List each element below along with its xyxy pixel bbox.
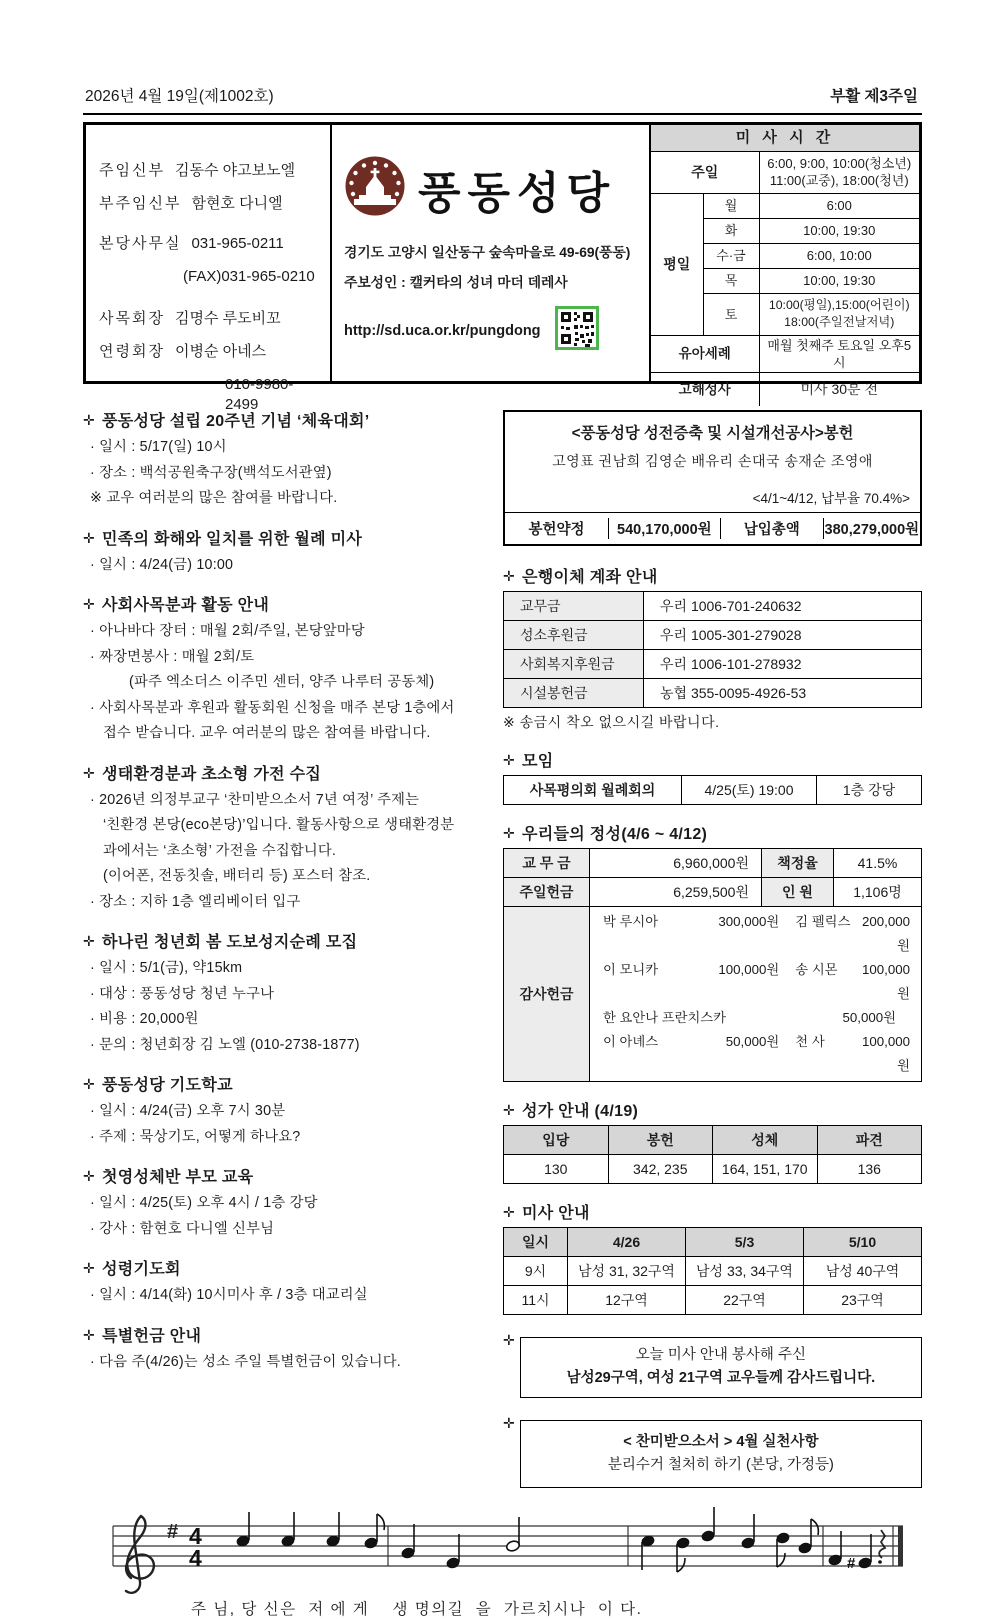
cross-icon: ✛ xyxy=(503,1415,515,1431)
sunday-label: 주일 xyxy=(651,151,759,193)
cross-icon: ✛ xyxy=(83,1260,96,1276)
section-social-ministry: ✛ 사회사목분과 활동 안내 · 아나바다 장터 : 매월 2회/주일, 본당앞마당 · 짜장면봉사 : 매월 2회/토 (파주 엑소더스 이주민 센터, 양주 나루터 공동체) · 사회사목분과 후원과 활동회원 신청을 매주 본당 1층에서 접수 받습니다. 교우 여러분의 많은 참여를 바랍니다. xyxy=(83,592,486,747)
liturgical-title: 부활 제3주일 xyxy=(830,88,918,105)
top-header xyxy=(83,84,922,115)
section-title: 풍동성당 설립 20주년 기념 ‘체육대회’ xyxy=(102,413,370,430)
section-monthly-mass: ✛ 민족의 화해와 일치를 위한 월례 미사 · 일시 : 4/24(금) 10:00 xyxy=(83,526,486,579)
section-prayer-school: ✛ 풍동성당 기도학교 · 일시 : 4/24(금) 오후 7시 30분 · 주제 : 묵상기도, 어떻게 하나요? xyxy=(83,1072,486,1150)
cross-icon: ✛ xyxy=(503,1332,515,1348)
contact-row: (FAX)031-965-0210 xyxy=(183,268,315,285)
hymns-title: 성가 안내 (4/19) xyxy=(522,1103,639,1120)
church-logo-icon xyxy=(344,155,406,222)
bank-accounts-table: 교무금 우리 1006-701-240632 성소후원금 우리 1005-301-279028 사회복지후원금 우리 1006-101-278932 시설봉헌금 농협 355-0095-4926-53 xyxy=(503,591,922,708)
section-title: 민족의 화해와 일치를 위한 월례 미사 xyxy=(102,530,363,548)
hymn-score xyxy=(83,1508,922,1619)
section-title: 풍동성당 기도학교 xyxy=(102,1077,233,1094)
contact-column xyxy=(86,125,332,413)
contact-row: 주임신부 김동수 야고보노엘 xyxy=(99,162,296,179)
donor-names: 고영표 권남희 김영순 배유리 손대국 송재순 조영애 xyxy=(552,453,873,469)
music-staff-icon xyxy=(83,1508,922,1604)
donation-amount-row: 봉헌약정 540,170,000원 납입총액 380,279,000원 xyxy=(505,512,920,544)
svg-text:4: 4 xyxy=(189,1545,202,1571)
section-first-communion-parents: ✛ 첫영성체반 부모 교육 · 일시 : 4/25(토) 오후 4시 / 1층 강당 · 강사 : 함현호 다니엘 신부님 xyxy=(83,1164,486,1242)
cross-icon: ✛ xyxy=(83,529,96,546)
mass-times-title: 미 사 시 간 xyxy=(651,125,919,151)
sunday-times: 6:00, 9:00, 10:00(청소년) 11:00(교중), 18:00(청년) xyxy=(759,151,919,193)
patron-saint: 주보성인 : 캘커타의 성녀 마더 데레사 xyxy=(344,275,568,290)
cross-icon: ✛ xyxy=(83,1168,96,1184)
church-address: 경기도 고양시 일산동구 숲속마을로 49-69(풍동) xyxy=(344,245,631,260)
section-sports-day: ✛ 풍동성당 설립 20주년 기념 ‘체육대회’ · 일시 : 5/17(일) 10시 · 장소 : 백석공원축구장(백석도서관옆) ※ 교우 여러분의 많은 참여를 바랍니다. xyxy=(83,408,486,512)
cross-icon: ✛ xyxy=(83,412,96,428)
cross-icon: ✛ xyxy=(83,596,96,612)
cross-icon: ✛ xyxy=(83,933,96,949)
donation-period: <4/1~4/12, 납부율 70.4%> xyxy=(752,491,910,506)
section-holy-spirit-prayer: ✛ 성령기도회 · 일시 : 4/14(화) 10시미사 후 / 3층 대교리실 xyxy=(83,1256,486,1309)
hymn-lyrics: 주 님, 당 신은 저 에 게 생 명의길 을 가르치시나 이 다. xyxy=(191,1601,643,1618)
thanks-notice: ✛ 오늘 미사 안내 봉사해 주신 남성29구역, 여성 21구역 교우들께 감사드립니다. xyxy=(503,1337,922,1398)
website-url: http://sd.uca.or.kr/pungdong xyxy=(344,322,541,339)
contact-row: 본당사무실 031-965-0211 xyxy=(99,235,284,252)
hymns-table: 입당 봉헌 성체 파견 130 342, 235 164, 151, 170 136 xyxy=(503,1125,922,1184)
thanks-label: 감사헌금 xyxy=(504,907,590,1082)
donation-title: <풍동성당 성전증축 및 시설개선공사>봉헌 xyxy=(571,425,854,442)
cross-icon: ✛ xyxy=(503,568,516,584)
contact-row: 010-9980-2499 xyxy=(225,376,294,413)
svg-text:4: 4 xyxy=(189,1523,202,1549)
section-eco-collection: ✛ 생태환경분과 초소형 가전 수집 · 2026년 의정부교구 ‘찬미받으소서 7년 여정’ 주제는 ‘친환경 본당(eco본당)’입니다. 활동사항으로 생태환경분 과에서는 ‘초소형’ 가전을 수집합니다. (이어폰, 전동칫솔, 배터리 등) 포스터 참조. · 장소 : 지하 1층 엘리베이터 입구 xyxy=(83,761,486,916)
bank-title: 은행이체 계좌 안내 xyxy=(522,569,658,586)
contact-row: 부주임신부 함현호 다니엘 xyxy=(99,195,283,212)
right-column xyxy=(503,394,922,1488)
church-name: 풍동성당 xyxy=(418,168,617,218)
thanks-donors: 박 루시아 300,000원 김 펠릭스 200,000원 이 모니카 100,000원 송 시몬 100,000원 한 요안나 프란치스카 50,000원 이 아녜스 50,000원 천 사 100,000원 xyxy=(590,907,922,1082)
mass-times-column xyxy=(651,125,919,397)
section-youth-pilgrimage: ✛ 하나린 청년회 봄 도보성지순례 모집 · 일시 : 5/1(금), 약15km · 대상 : 풍동성당 청년 누구나 · 비용 : 20,000원 · 문의 : 청년회장 김 노엘 (010-2738-1877) xyxy=(83,929,486,1058)
laudato-si-notice: ✛ < 찬미받으소서 > 4월 실천사항 분리수거 철처히 하기 (본당, 가정등) xyxy=(503,1420,922,1488)
mass-guide-table: 일시 4/26 5/3 5/10 9시 남성 31, 32구역 남성 33, 34구역 남성 40구역 11시 12구역 22구역 23구역 xyxy=(503,1227,922,1315)
section-title: 특별헌금 안내 xyxy=(102,1327,202,1345)
meeting-table: 사목평의회 월례회의 4/25(토) 19:00 1층 강당 xyxy=(503,775,922,805)
church-identity-column xyxy=(332,125,651,381)
svg-text:#: # xyxy=(167,1521,179,1543)
g-clef-icon xyxy=(126,1516,154,1593)
cross-icon: ✛ xyxy=(503,1102,516,1118)
section-title: 첫영성체반 부모 교육 xyxy=(102,1169,254,1186)
mass-guide-title: 미사 안내 xyxy=(522,1205,590,1222)
meeting-title: 모임 xyxy=(522,753,554,770)
cross-icon: ✛ xyxy=(503,1204,516,1220)
svg-text:#: # xyxy=(847,1555,856,1572)
contact-row: 연령회장 이병순 아네스 xyxy=(99,343,267,360)
cross-icon: ✛ xyxy=(83,764,96,781)
offering-title: 우리들의 정성(4/6 ~ 4/12) xyxy=(522,826,708,843)
cross-icon: ✛ xyxy=(83,1326,96,1343)
mass-times-table: 미 사 시 간 주일 6:00, 9:00, 10:00(청소년) 11:00(교중), 18:00(청년) 평일 월 6:00 화 10:00, 19:30 수·금 6:00, 10:00 목 10:00, 19:30 토 10:00(평일),15:00(어린이) 18:00(주일전날저녁) 유아세례 매월 첫째주 토요일 오후5시 고해성사 미사 30분 전 xyxy=(651,125,919,406)
cross-icon: ✛ xyxy=(503,825,516,841)
cross-icon: ✛ xyxy=(83,1076,96,1092)
cross-icon: ✛ xyxy=(503,752,516,768)
section-title: 사회사목분과 활동 안내 xyxy=(102,597,270,614)
parish-info-box xyxy=(83,122,922,413)
qr-code-icon xyxy=(555,306,599,355)
issue-date: 2026년 4월 19일(제1002호) xyxy=(85,88,274,105)
bank-note: ※ 송금시 착오 없으시길 바랍니다. xyxy=(503,714,720,730)
section-title: 생태환경분과 초소형 가전 수집 xyxy=(102,765,322,783)
weekday-label: 평일 xyxy=(651,193,703,335)
section-title: 하나린 청년회 봄 도보성지순례 모집 xyxy=(102,934,358,951)
section-title: 성령기도회 xyxy=(102,1261,181,1278)
construction-donation-box xyxy=(503,410,922,546)
section-special-offering: ✛ 특별헌금 안내 · 다음 주(4/26)는 성소 주일 특별헌금이 있습니다. xyxy=(83,1323,486,1376)
saturday-times: 10:00(평일),15:00(어린이) 18:00(주일전날저녁) xyxy=(759,293,919,335)
left-column xyxy=(83,394,486,1488)
offering-table: 교 무 금 6,960,000원 책정율 41.5% 주일헌금 6,259,500원 인 원 1,106명 감사헌금 박 루시아 300,000원 김 펠릭스 200,000원 이 모니카 100,000원 송 시몬 100,000원 한 요안나 프란치스카 50,000원 이 아녜스 50,000원 천 사 100,000원 xyxy=(503,848,922,1082)
contact-row: 사목회장 김명수 루도비꼬 xyxy=(99,310,281,327)
